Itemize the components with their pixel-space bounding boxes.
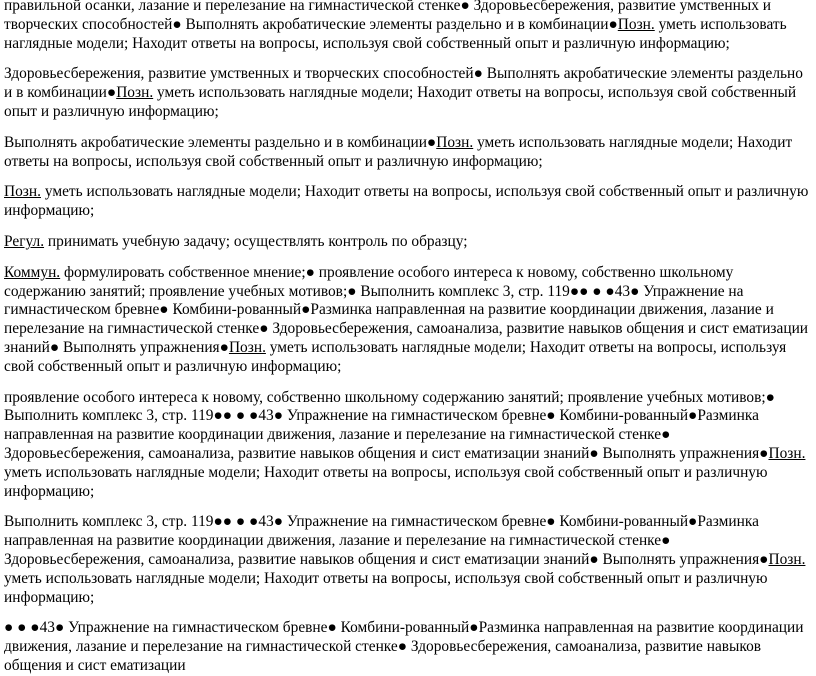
para-5 bbox=[4, 233, 812, 252]
paragraph-text: Выполнить комплекс 3, стр. 119●● ● ●43● Упражнение на гимнастическом бревне● Комбини-рованный●Разминка направленная на развитие координации движения, лазание и перелезание на гимнастической стенке● Здоровьесбережения, самоанализа, развитие навыков общения и сист ематизации знаний● Выполнять упражнения● bbox=[4, 513, 769, 568]
paragraph-text: уметь использовать наглядные модели; Находит ответы на вопросы, используя свой собственный опыт и различную информацию; bbox=[4, 183, 809, 220]
para-3 bbox=[4, 134, 812, 172]
section-label: Регул. bbox=[4, 232, 45, 250]
paragraph-text: ● ● ●43● Упражнение на гимнастическом бревне● Комбини-рованный●Разминка направленная на развитие координации движения, лазание и перелезание на гимнастической стенке● Здоровьесбережения, самоанализа, развитие навыков общения и сист ематизации bbox=[4, 619, 804, 674]
section-label: Позн. bbox=[116, 84, 154, 102]
section-label: Коммун. bbox=[4, 263, 61, 281]
paragraph-text: уметь использовать наглядные модели; Находит ответы на вопросы, используя свой собственный опыт и различную информацию; bbox=[4, 84, 797, 120]
section-label: Позн. bbox=[228, 338, 266, 356]
para-7 bbox=[4, 389, 812, 502]
para-8 bbox=[4, 513, 812, 607]
paragraph-text: принимать учебную задачу; осуществлять контроль по образцу; bbox=[44, 232, 468, 250]
paragraph-text: формулировать собственное мнение;● проявление особого интереса к новому, собственно школьному содержанию занятий; проявление учебных мотивов;● Выполнить комплекс 3, стр. 119●● ● ●43● Упражнение на гимнастическом бревне● Комбини-рованный●Разминка направленная на развитие координации движения, лазание и перелезание на гимнастической стенке● Здоровьесбережения, самоанализа, развитие навыков общения и сист ематизации знаний● Выполнять упражнения● bbox=[4, 263, 809, 356]
para-1 bbox=[4, 0, 812, 53]
para-9 bbox=[4, 619, 812, 675]
paragraph-text: Выполнять акробатические элементы раздельно и в комбинации● bbox=[4, 133, 437, 151]
paragraph-text: уметь использовать наглядные модели; Находит ответы на вопросы, используя свой собственный опыт и различную информацию; bbox=[4, 15, 787, 52]
paragraph-text: уметь использовать наглядные модели; Находит ответы на вопросы, используя свой собственный опыт и различную информацию; bbox=[4, 569, 768, 606]
para-6 bbox=[4, 264, 812, 377]
para-4 bbox=[4, 183, 812, 221]
para-2 bbox=[4, 65, 812, 121]
section-label: Позн. bbox=[4, 183, 41, 201]
paragraph-text: проявление особого интереса к новому, собственно школьному содержанию занятий; проявление учебных мотивов;● Выполнить комплекс 3, стр. 119●● ● ●43● Упражнение на гимнастическом бревне● Комбини-рованный●Разминка направленная на развитие координации движения, лазание и перелезание на гимнастической стенке● Здоровьесбережения, самоанализа, развитие навыков общения и сист ематизации знаний● Выполнять упражнения● bbox=[4, 388, 775, 462]
paragraph-text: уметь использовать наглядные модели; Находит ответы на вопросы, используя свой собственный опыт и различную информацию; bbox=[4, 133, 793, 170]
section-label: Позн. bbox=[617, 15, 655, 33]
paragraph-text: уметь использовать наглядные модели; Находит ответы на вопросы, используя свой собственный опыт и различную информацию; bbox=[4, 463, 768, 500]
section-label: Позн. bbox=[768, 444, 806, 462]
paragraph-text: Здоровьесбережения, развитие умственных и творческих способностей● Выполнять акробатические элементы раздельно и в комбинации● bbox=[4, 65, 803, 102]
paragraph-text: уметь использовать наглядные модели; Находит ответы на вопросы, используя свой собственный опыт и различную информацию; bbox=[4, 338, 787, 375]
section-label: Позн. bbox=[768, 550, 806, 568]
section-label: Позн. bbox=[436, 133, 474, 151]
paragraph-text: правильной осанки, лазание и перелезание на гимнастической стенке● Здоровьесбережения, развитие умственных и творческих способностей● Выполнять акробатические элементы раздельно и в комбинации● bbox=[4, 0, 771, 33]
